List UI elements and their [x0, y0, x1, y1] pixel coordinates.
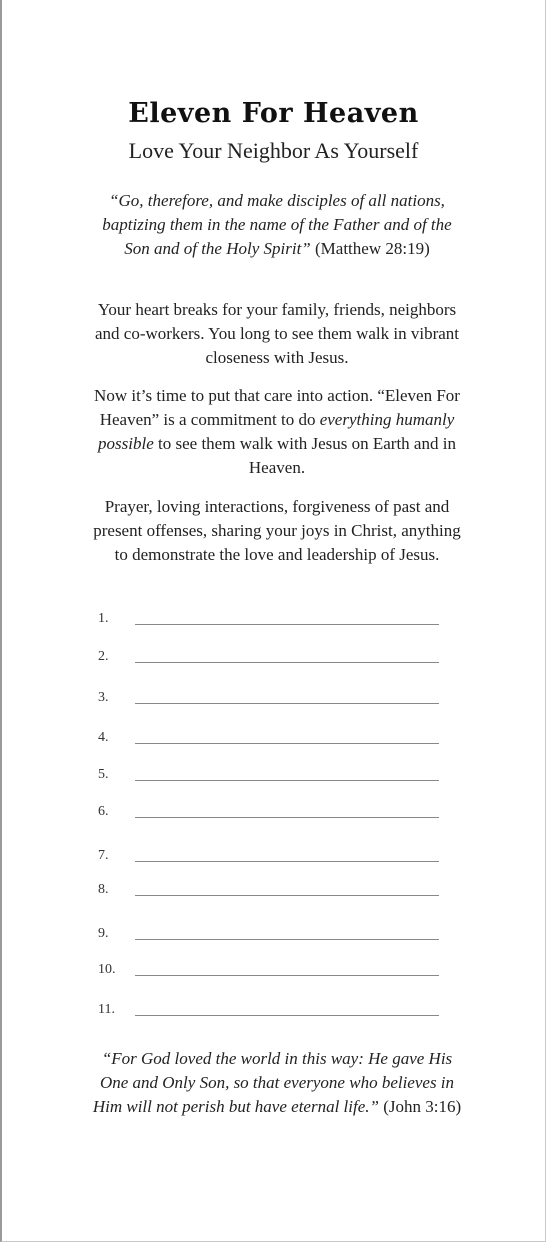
list-number: 5.: [98, 767, 109, 782]
write-line[interactable]: [135, 975, 439, 976]
list-number: 1.: [98, 611, 109, 626]
list-item: [98, 767, 443, 787]
paragraph-commitment-emphasis: everything humanly possible: [98, 410, 455, 453]
list-item: [98, 882, 443, 902]
page-title: Eleven For Heaven: [128, 98, 419, 129]
list-item: [98, 1002, 443, 1022]
list-number: 3.: [98, 690, 109, 705]
opening-scripture-reference: (Matthew 28:19): [310, 239, 430, 258]
paragraph-commitment-end: to see them walk with Jesus on Earth and in Heaven.: [153, 434, 456, 477]
list-item: [98, 804, 443, 824]
list-number: 8.: [98, 882, 109, 897]
paragraph-commitment-start: Now it’s time to put that care into action. “Eleven For Heaven” is a commitment to do: [94, 386, 460, 429]
list-item: [98, 848, 443, 868]
write-line[interactable]: [135, 780, 439, 781]
list-number: 6.: [98, 804, 109, 819]
closing-scripture-reference: (John 3:16): [378, 1097, 462, 1116]
list-number: 9.: [98, 926, 109, 941]
list-item: [98, 730, 443, 750]
list-number: 7.: [98, 848, 109, 863]
paragraph-actions: Prayer, loving interactions, forgiveness of past and present offenses, sharing your joys in Christ, anything to demonstrate the love and leadership of Jesus.: [93, 497, 461, 564]
list-number: 2.: [98, 649, 109, 664]
list-number: 4.: [98, 730, 109, 745]
list-item: [98, 962, 443, 982]
list-item: [98, 690, 443, 710]
write-line[interactable]: [135, 703, 439, 704]
paragraph-heart: Your heart breaks for your family, friends, neighbors and co-workers. You long to see them walk in vibrant closeness with Jesus.: [94, 300, 460, 367]
write-line[interactable]: [135, 939, 439, 940]
closing-scripture: [92, 1047, 462, 1119]
list-item: [98, 926, 443, 946]
write-line[interactable]: [135, 743, 439, 744]
list-item: [98, 649, 443, 669]
write-line[interactable]: [135, 895, 439, 896]
page-subtitle: Love Your Neighbor As Yourself: [128, 138, 419, 163]
opening-scripture-text: “Go, therefore, and make disciples of all nations, baptizing them in the name of the Father and of the Son and of the Holy Spirit”: [102, 191, 452, 258]
list-item: [98, 611, 443, 631]
list-number: 11.: [98, 1002, 115, 1017]
write-line[interactable]: [135, 624, 439, 625]
write-line[interactable]: [135, 1015, 439, 1016]
write-line[interactable]: [135, 861, 439, 862]
write-line[interactable]: [135, 817, 439, 818]
closing-scripture-text: “For God loved the world in this way: He gave His One and Only Son, so that everyone who believes in Him will not perish but have eternal life.”: [92, 1049, 455, 1116]
write-line[interactable]: [135, 662, 439, 663]
list-number: 10.: [98, 962, 116, 977]
